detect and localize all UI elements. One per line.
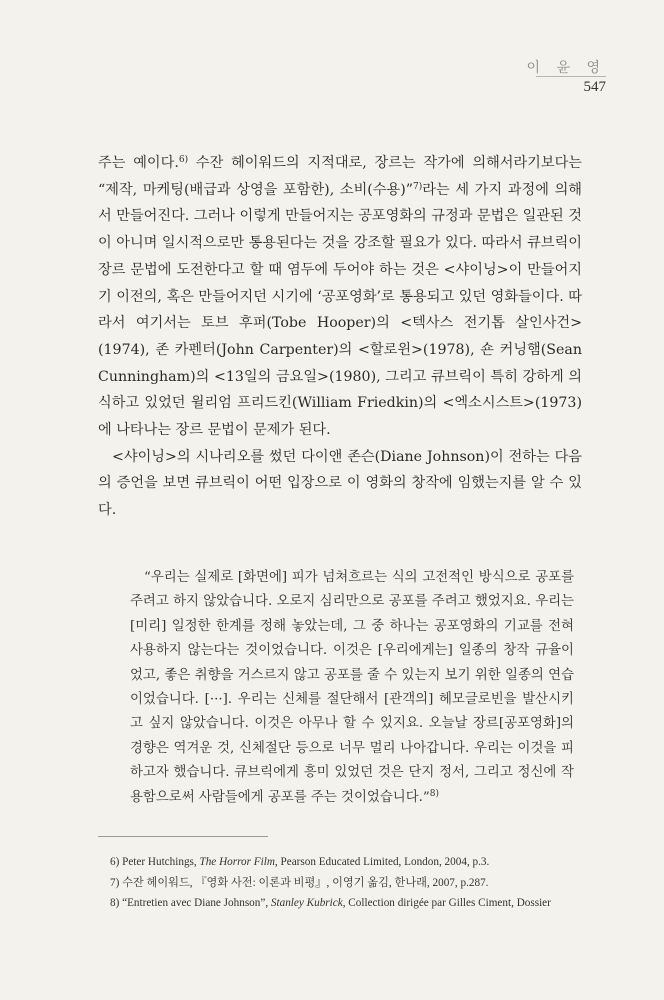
block-quote bbox=[130, 566, 574, 810]
paragraph-1: 주는 예이다.$^{6)}$ 수잔 헤이워드의 지적대로, 장르는 작가에 의해서라기보다는 “제작, 마케팅(배급과 상영을 포함한), 소비(수용)”$^{7)}$라는 세 가지 과정에 의해서 만들어진다. 그러나 이렇게 만들어지는 공포영화의 규정과 문법은 일관된 것이 아니며 일시적으로만 통용된다는 것을 강조할 필요가 있다. 따라서 큐브릭이 장르 문법에 도전한다고 할 때 염두에 두어야 하는 것은 <샤이닝>이 만들어지기 이전의, 혹은 만들어지던 시기에 ‘공포영화’로 통용되고 있던 영화들이다. 따라서 여기서는 토브 후퍼(Tobe Hooper)의 <텍사스 전기톱 살인사건>(1974), 존 카펜터(John Carpenter)의 <할로윈>(1978), 숀 커닝햄(Sean Cunningham)의 <13일의 금요일>(1980), 그리고 큐브릭이 특히 강하게 의식하고 있었던 윌리엄 프리드킨(William Friedkin)의 <엑소시스트>(1973)에 나타나는 장르 문법이 문제가 된다. bbox=[98, 155, 583, 439]
footnote-ref-6[interactable]: 6) bbox=[178, 155, 189, 165]
paragraph-2: <샤이닝>의 시나리오를 썼던 다이앤 존슨(Diane Johnson)이 전하는 다음의 증언을 보면 큐브릭이 어떤 입장으로 이 영화의 창작에 임했는지를 알 수 있다. bbox=[98, 448, 582, 519]
footnotes bbox=[110, 852, 584, 914]
footnote-rule bbox=[98, 836, 268, 837]
footnote-ref-7[interactable]: 7) bbox=[413, 181, 423, 192]
footnote-ref-8[interactable]: 8) bbox=[429, 788, 440, 799]
footnote-7: 7) 수잔 헤이워드, 『영화 사전: 이론과 비평』, 이영기 옮김, 한나래, 2007, p.287. bbox=[110, 876, 489, 889]
running-head-author: 이 윤 영 bbox=[526, 60, 606, 76]
quote-paragraph: “우리는 실제로 [화면에] 피가 넘쳐흐르는 식의 고전적인 방식으로 공포를 주려고 하지 않았습니다. 오로지 심리만으로 공포를 주려고 했었지요. 우리는 [미리] 일정한 한계를 정해 놓았는데, 그 중 하나는 공포영화의 기교를 전혀 사용하지 않는다는 것이었습니다. 이것은 [우리에게는] 일종의 창작 규율이었고, 좋은 취향을 거스르지 않고 공포를 줄 수 있는지 보기 위한 일종의 연습이었습니다. [···]. 우리는 신체를 절단해서 [관객의] 헤모글로빈을 발산시키고 싶지 않았습니다. 이것은 아무나 할 수 있지요. 오늘날 장르[공포영화]의 경향은 역겨운 것, 신체절단 등으로 너무 멀리 나아갑니다. 우리는 이것을 피하고자 했습니다. 큐브릭에게 흥미 있었던 것은 단지 정서, 그리고 정신에 작용함으로써 사람들에게 공포를 주는 것이었습니다.”$^{8)}$ bbox=[130, 570, 574, 805]
header-rule bbox=[536, 76, 606, 77]
page-number: 547 bbox=[583, 79, 606, 95]
footnote-8: 8) “Entretien avec Diane Johnson”, Stanley Kubrick, Collection dirigée par Gilles Ciment, Dossier bbox=[110, 897, 551, 909]
footnote-6: 6) Peter Hutchings, The Horror Film, Pearson Educated Limited, London, 2004, p.3. bbox=[110, 856, 490, 868]
body-text bbox=[98, 150, 582, 524]
